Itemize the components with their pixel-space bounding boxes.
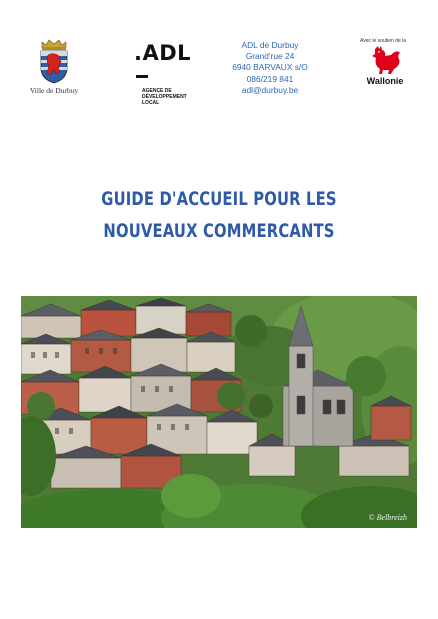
contact-email[interactable]: adl@durbuy.be <box>241 84 299 95</box>
village-illustration <box>21 296 417 528</box>
contact-block <box>220 40 320 96</box>
adl-logo <box>134 42 196 106</box>
contact-phone: 086/219 841 <box>246 73 294 84</box>
adl-mark-text: .ADL <box>134 41 192 65</box>
photo-signature: © Belbreizh <box>368 513 407 522</box>
coat-of-arms-icon <box>37 38 71 84</box>
title-line: NOUVEAUX COMMERCANTS <box>103 221 335 242</box>
page-title <box>44 184 394 248</box>
adl-underline-bar <box>136 75 148 78</box>
contact-city: 6940 BARVAUX s/O <box>232 62 308 73</box>
adl-subtitle <box>142 88 196 106</box>
village-photo <box>21 296 417 528</box>
contact-street: Grand'rue 24 <box>245 51 295 62</box>
adl-subtitle-line: AGENCE DE <box>142 88 172 94</box>
durbuy-logo <box>26 38 82 95</box>
wallonie-name: Wallonie <box>366 76 404 86</box>
rooster-icon <box>367 45 403 75</box>
title-line: GUIDE D'ACCUEIL POUR LES <box>101 189 337 210</box>
durbuy-caption: Ville de Durbuy <box>29 86 79 95</box>
wallonie-support-text: Avec le soutien de la <box>360 38 407 44</box>
adl-subtitle-line: LOCAL <box>142 100 160 106</box>
wallonie-logo <box>360 38 410 86</box>
adl-mark <box>134 42 196 86</box>
adl-subtitle-line: DÉVELOPPEMENT <box>142 94 187 100</box>
contact-name: ADL de Durbuy <box>241 40 299 50</box>
